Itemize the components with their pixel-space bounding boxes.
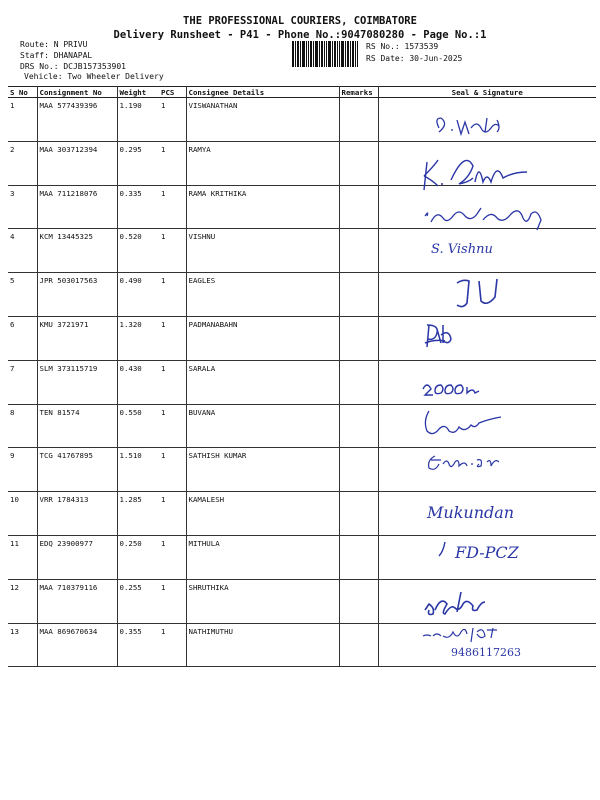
col-consignment-header: Consignment No (37, 87, 117, 98)
handwritten-signature (379, 405, 597, 449)
table-row (8, 535, 596, 579)
weight-cell: 0.250 (117, 535, 159, 579)
sno-cell: 10 (8, 492, 37, 536)
svg-text:9486117263: 9486117263 (450, 645, 521, 659)
handwritten-signature (379, 98, 597, 142)
signature-cell (378, 273, 596, 317)
sno-cell: 3 (8, 185, 37, 229)
sno-cell: 1 (8, 98, 37, 142)
pcs-cell: 1 (159, 448, 186, 492)
consignee-cell: MITHULA (186, 535, 339, 579)
weight-cell: 0.355 (117, 623, 159, 667)
consignee-cell: SARALA (186, 360, 339, 404)
staff-label: Staff: DHANAPAL (20, 51, 93, 60)
sno-cell: 12 (8, 579, 37, 623)
weight-cell: 0.550 (117, 404, 159, 448)
weight-cell: 0.490 (117, 273, 159, 317)
signature-cell (378, 229, 596, 273)
signature-cell (378, 98, 596, 142)
signature-cell (378, 535, 596, 579)
vehicle-label: Vehicle: Two Wheeler Delivery (24, 72, 164, 81)
table-row (8, 448, 596, 492)
route-label: Route: N PRIVU (20, 40, 88, 49)
table-row (8, 623, 596, 667)
sno-cell: 13 (8, 623, 37, 667)
remarks-cell (339, 535, 378, 579)
signature-cell (378, 448, 596, 492)
handwritten-signature (379, 361, 597, 405)
pcs-cell: 1 (159, 623, 186, 667)
signature-cell (378, 492, 596, 536)
col-seal-header: Seal & Signature (378, 87, 596, 98)
signature-cell (378, 316, 596, 360)
handwritten-signature (379, 186, 597, 230)
consignment-cell: SLM 373115719 (37, 360, 117, 404)
remarks-cell (339, 185, 378, 229)
table-row (8, 492, 596, 536)
consignee-cell: VISHNU (186, 229, 339, 273)
handwritten-signature (379, 492, 597, 536)
signature-cell (378, 185, 596, 229)
pcs-cell: 1 (159, 141, 186, 185)
handwritten-signature (379, 536, 597, 580)
sno-cell: 6 (8, 316, 37, 360)
consignment-cell: MAA 869670634 (37, 623, 117, 667)
remarks-cell (339, 579, 378, 623)
sno-cell: 5 (8, 273, 37, 317)
sno-cell: 2 (8, 141, 37, 185)
col-remarks-header: Remarks (339, 87, 378, 98)
svg-text:Mukundan: Mukundan (426, 503, 514, 523)
handwritten-signature (379, 142, 597, 186)
remarks-cell (339, 448, 378, 492)
svg-text:FD-PCZ: FD-PCZ (454, 542, 519, 562)
consignee-cell: NATHIMUTHU (186, 623, 339, 667)
weight-cell: 0.520 (117, 229, 159, 273)
consignment-cell: KMU 3721971 (37, 316, 117, 360)
weight-cell: 1.510 (117, 448, 159, 492)
handwritten-signature (379, 448, 597, 492)
remarks-cell (339, 623, 378, 667)
handwritten-signature (379, 317, 597, 361)
weight-cell: 1.190 (117, 98, 159, 142)
signature-cell (378, 404, 596, 448)
rs-number: RS No.: 1573539 (366, 42, 439, 51)
sno-cell: 11 (8, 535, 37, 579)
consignment-cell: KCM 13445325 (37, 229, 117, 273)
table-header-row (8, 87, 596, 98)
consignee-cell: SATHISH KUMAR (186, 448, 339, 492)
table-row (8, 316, 596, 360)
consignment-cell: MAA 710379116 (37, 579, 117, 623)
table-row (8, 229, 596, 273)
sno-cell: 7 (8, 360, 37, 404)
consignee-cell: RAMA KRITHIKA (186, 185, 339, 229)
consignee-cell: BUVANA (186, 404, 339, 448)
pcs-cell: 1 (159, 98, 186, 142)
remarks-cell (339, 492, 378, 536)
weight-cell: 0.295 (117, 141, 159, 185)
signature-cell (378, 360, 596, 404)
remarks-cell (339, 404, 378, 448)
remarks-cell (339, 98, 378, 142)
pcs-cell: 1 (159, 360, 186, 404)
consignment-cell: TEN 81574 (37, 404, 117, 448)
pcs-cell: 1 (159, 579, 186, 623)
table-row (8, 185, 596, 229)
consignment-cell: MAA 711218076 (37, 185, 117, 229)
table-row (8, 98, 596, 142)
consignee-cell: EAGLES (186, 273, 339, 317)
sno-cell: 9 (8, 448, 37, 492)
company-title: THE PROFESSIONAL COURIERS, COIMBATORE (183, 15, 417, 27)
consignment-cell: JPR 503017563 (37, 273, 117, 317)
runsheet-title: Delivery Runsheet - P41 - Phone No.:9047080280 - Page No.:1 (113, 29, 487, 41)
drs-number: DRS No.: DCJB157353901 (20, 62, 126, 71)
handwritten-signature (379, 273, 597, 317)
runsheet-table (8, 86, 596, 667)
weight-cell: 0.255 (117, 579, 159, 623)
pcs-cell: 1 (159, 316, 186, 360)
consignee-cell: KAMALESH (186, 492, 339, 536)
pcs-cell: 1 (159, 492, 186, 536)
sno-cell: 4 (8, 229, 37, 273)
handwritten-signature (379, 580, 597, 624)
weight-cell: 1.320 (117, 316, 159, 360)
rs-date: RS Date: 30-Jun-2025 (366, 54, 463, 63)
consignment-cell: MAA 577439396 (37, 98, 117, 142)
sno-cell: 8 (8, 404, 37, 448)
weight-cell: 0.335 (117, 185, 159, 229)
table-row (8, 360, 596, 404)
col-weight-header: Weight (117, 87, 159, 98)
table-row (8, 273, 596, 317)
table-row (8, 579, 596, 623)
table-row (8, 404, 596, 448)
weight-cell: 1.285 (117, 492, 159, 536)
svg-text:S. Vishnu: S. Vishnu (430, 242, 493, 258)
remarks-cell (339, 316, 378, 360)
consignment-cell: MAA 303712394 (37, 141, 117, 185)
pcs-cell: 1 (159, 273, 186, 317)
pcs-cell: 1 (159, 535, 186, 579)
consignee-cell: PADMANABAHN (186, 316, 339, 360)
consignment-cell: EDQ 23900977 (37, 535, 117, 579)
remarks-cell (339, 141, 378, 185)
consignee-cell: VISWANATHAN (186, 98, 339, 142)
handwritten-signature (379, 229, 597, 273)
remarks-cell (339, 360, 378, 404)
pcs-cell: 1 (159, 229, 186, 273)
remarks-cell (339, 273, 378, 317)
weight-cell: 0.430 (117, 360, 159, 404)
col-pcs-header: PCS (159, 87, 186, 98)
consignee-cell: SHRUTHIKA (186, 579, 339, 623)
pcs-cell: 1 (159, 185, 186, 229)
consignment-cell: VRR 1784313 (37, 492, 117, 536)
remarks-cell (339, 229, 378, 273)
barcode (292, 41, 358, 67)
col-consignee-header: Consignee Details (186, 87, 339, 98)
signature-cell (378, 141, 596, 185)
consignee-cell: RAMYA (186, 141, 339, 185)
col-sno-header: S No (8, 87, 37, 98)
handwritten-signature (379, 624, 597, 668)
consignment-cell: TCG 41767895 (37, 448, 117, 492)
signature-cell (378, 579, 596, 623)
table-row (8, 141, 596, 185)
pcs-cell: 1 (159, 404, 186, 448)
signature-cell (378, 623, 596, 667)
